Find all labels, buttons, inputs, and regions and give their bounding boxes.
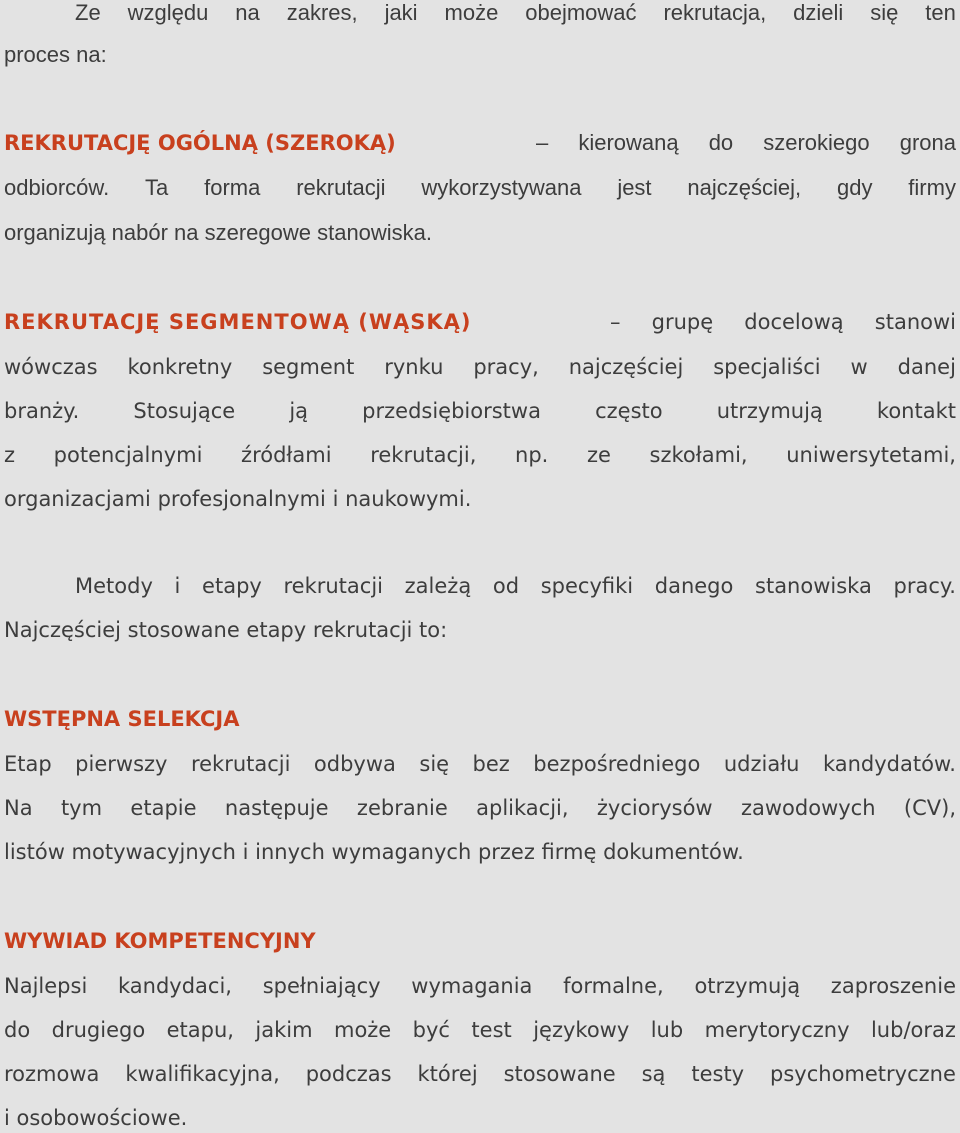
word: rozmowa [4,1062,100,1086]
word: następuje [224,796,329,820]
word: odbywa [313,752,396,776]
selection-line-2 [4,793,956,823]
interview-heading-line [4,926,956,956]
general-line-1 [4,128,956,158]
word: rekrutacji [190,752,291,776]
word: dzieli [793,0,844,25]
word: na [235,0,260,25]
word: podczas [305,1062,392,1086]
interview-line-3 [4,1059,956,1089]
word: konkretny [127,355,233,379]
word: Etap [4,752,52,776]
word: której [417,1062,478,1086]
word: test [471,1018,512,1042]
word: etapie [130,796,197,820]
word: być [412,1018,450,1042]
word: źródłami [241,443,332,467]
word: wymagania [411,974,533,998]
word: rynku [384,355,444,379]
methods-text: Najczęściej stosowane etapy rekrutacji to: [4,618,448,642]
interview-line-1 [4,971,956,1001]
segment-line-5 [4,484,956,514]
word: często [595,399,663,423]
selection-text: listów motywacyjnych i innych wymaganych przez firmę dokumentów. [4,840,744,864]
word: szerokiego [763,130,870,155]
word: się [870,0,899,25]
word: pierwszy [75,752,168,776]
word: się [419,752,450,776]
word: lub [650,1018,684,1042]
segment-line-4 [4,440,956,470]
word: są [641,1062,666,1086]
word: specjaliści [713,355,821,379]
word: stanowi [874,310,956,334]
word: pracy, [473,355,539,379]
word: może [444,0,499,25]
word: Najlepsi [4,974,88,998]
methods-line-1 [75,571,956,601]
word: lub/oraz [870,1018,956,1042]
word: bez [472,752,510,776]
word: Na [4,796,33,820]
word: danego [654,574,734,598]
word: segment [262,355,355,379]
word: obejmować [525,0,637,25]
word: najczęściej [568,355,684,379]
word: docelową [744,310,844,334]
word: zakres, [286,0,358,25]
word: branży. [4,399,80,423]
selection-heading: WSTĘPNA SELEKCJA [4,707,240,731]
word: utrzymują [716,399,823,423]
segment-text: organizacjami profesjonalnymi i naukowymi. [4,487,472,511]
interview-text: i osobowościowe. [4,1106,188,1130]
interview-line-2 [4,1015,956,1045]
word: Ze [75,0,101,25]
word: w [850,355,868,379]
word: grona [899,130,956,155]
word: testy [691,1062,745,1086]
general-line-2 [4,173,956,203]
word: etapu, [166,1018,234,1042]
word: jest [617,175,652,200]
word: kandydaci, [118,974,232,998]
word: formalne, [563,974,664,998]
word: kandydatów. [822,752,956,776]
word: odbiorców. [4,175,110,200]
selection-line-1 [4,749,956,779]
word: np. [515,443,549,467]
word: rekrutacji [296,175,386,200]
segment-line-3 [4,396,956,426]
word: ten [925,0,956,25]
word: zależą [404,574,472,598]
word: gdy [836,175,873,200]
word: – [610,310,621,334]
general-text: organizują nabór na szeregowe stanowiska. [4,220,433,245]
word: szkołami, [649,443,748,467]
word: kwalifikacyjna, [125,1062,280,1086]
intro-line-1 [75,0,956,28]
segment-line-2 [4,352,956,382]
word: najczęściej, [687,175,802,200]
word: (CV), [903,796,956,820]
word: wykorzystywana [421,175,582,200]
word: otrzymują [694,974,801,998]
selection-line-3 [4,837,956,867]
word: drugiego [51,1018,146,1042]
word: od [492,574,520,598]
word: forma [204,175,261,200]
word: Ta [145,175,169,200]
word: przedsiębiorstwa [362,399,541,423]
word: do [4,1018,31,1042]
word: do [708,130,734,155]
intro-text: proces na: [4,42,107,67]
word: pracy. [893,574,956,598]
word: rekrutacja, [663,0,767,25]
general-heading: REKRUTACJĘ OGÓLNĄ (SZEROKĄ) [4,131,396,155]
word: potencjalnymi [53,443,203,467]
segment-line-1 [4,307,956,337]
interview-heading: WYWIAD KOMPETENCYJNY [4,929,316,953]
word: udziału [723,752,800,776]
word: uniwersytetami, [786,443,956,467]
methods-line-2 [4,615,956,645]
word: ze [586,443,611,467]
word: i [174,574,181,598]
selection-heading-line [4,704,956,734]
word: zawodowych [740,796,876,820]
word: grupę [651,310,714,334]
word: może [333,1018,392,1042]
word: Metody [75,574,153,598]
word: wówczas [4,355,98,379]
word: stosowane [503,1062,616,1086]
word: kontakt [876,399,956,423]
interview-line-4 [4,1103,956,1133]
word: zaproszenie [830,974,956,998]
word: – [536,130,549,155]
word: jakim [255,1018,313,1042]
word: rekrutacji, [370,443,477,467]
word: kierowaną [578,130,679,155]
word: rekrutacji [283,574,383,598]
word: merytoryczny [704,1018,850,1042]
word: danej [897,355,956,379]
word: językowy [533,1018,630,1042]
word: aplikacji, [476,796,569,820]
word: życiorysów [596,796,713,820]
word: ją [289,399,309,423]
word: względu [127,0,209,25]
general-line-3 [4,218,956,248]
word: jaki [384,0,418,25]
word: zebranie [356,796,448,820]
word: specyfiki [540,574,634,598]
word: stanowiska [755,574,872,598]
word: bezpośredniego [533,752,701,776]
word: etapy [202,574,262,598]
word: spełniający [262,974,381,998]
word: firmy [908,175,956,200]
word: Stosujące [133,399,236,423]
segment-heading: REKRUTACJĘ SEGMENTOWĄ (WĄSKĄ) [4,310,472,334]
word: tym [60,796,103,820]
intro-line-2 [4,40,956,70]
word: psychometryczne [770,1062,956,1086]
word: z [4,443,16,467]
